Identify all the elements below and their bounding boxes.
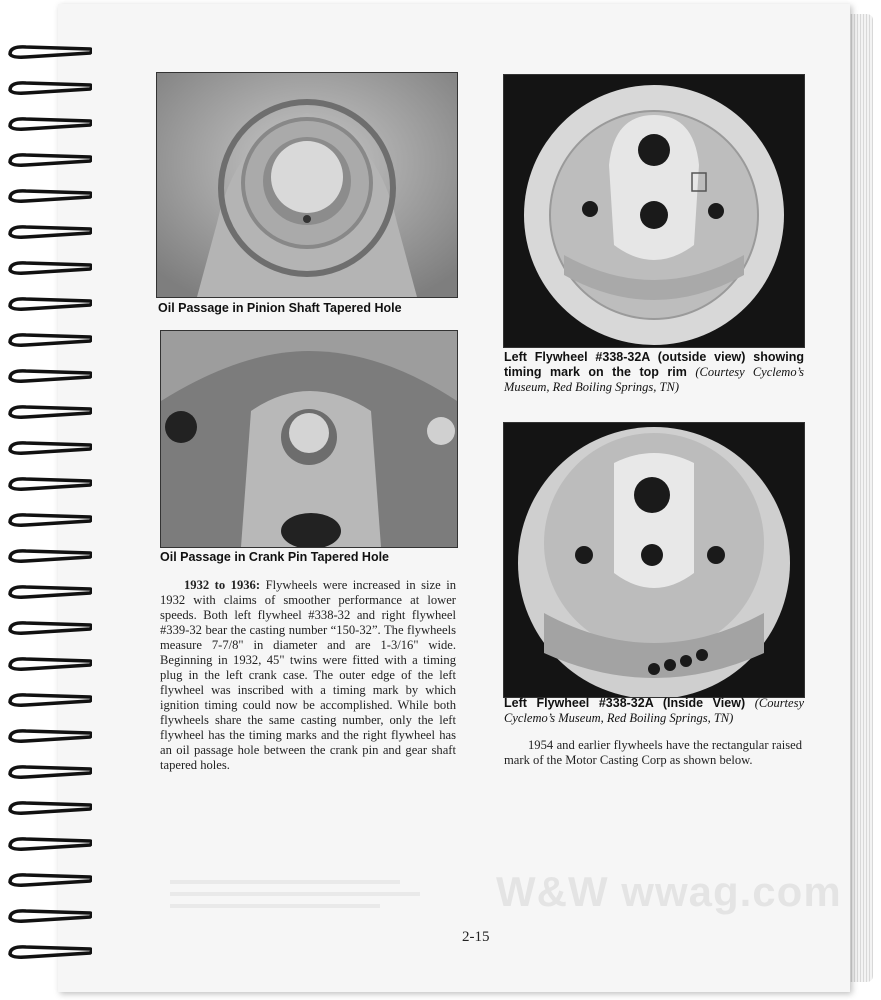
caption-crank-pin: Oil Passage in Crank Pin Tapered Hole (160, 550, 390, 564)
spiral-coil (6, 654, 92, 672)
spiral-coil (6, 870, 92, 888)
spiral-coil (6, 186, 92, 204)
spiral-coil (6, 726, 92, 744)
spiral-coil (6, 510, 92, 528)
spiral-coil (6, 438, 92, 456)
caption-pinion-shaft: Oil Passage in Pinion Shaft Tapered Hole (158, 301, 402, 315)
photo-flywheel-inside-view (503, 422, 805, 698)
spiral-coil (6, 150, 92, 168)
bleed-through-line (170, 880, 400, 884)
spiral-coil (6, 114, 92, 132)
caption-flywheel-outside (504, 350, 804, 395)
caption-flywheel-outside-credit: (Courtesy Cyclemo’s Museum, Red Boiling Springs, TN) (504, 365, 804, 394)
watermark-logo: W&W wwag.com (496, 868, 842, 915)
spiral-coil (6, 222, 92, 240)
spiral-coil (6, 546, 92, 564)
photo-flywheel-outside-view (503, 74, 805, 348)
paragraph-lead: 1932 to 1936: (184, 578, 261, 592)
spiral-coil (6, 294, 92, 312)
page-number: 2-15 (462, 929, 490, 945)
caption-flywheel-inside (504, 696, 804, 726)
spiral-coil (6, 618, 92, 636)
spiral-coil (6, 330, 92, 348)
bleed-through-line (170, 904, 380, 908)
spiral-binding (0, 0, 100, 1000)
photo-pinion-shaft-hole (156, 72, 458, 298)
spiral-coil (6, 906, 92, 924)
caption-flywheel-inside-credit: (Courtesy Cyclemo’s Museum, Red Boiling Springs, TN) (504, 696, 804, 725)
caption-flywheel-outside-title: Left Flywheel #338-32A (outside view) showing timing mark on the top rim (504, 350, 804, 379)
spiral-coil (6, 258, 92, 276)
spiral-coil (6, 942, 92, 960)
caption-flywheel-inside-title: Left Flywheel #338-32A (Inside View) (504, 696, 746, 710)
bleed-through-line (170, 892, 420, 896)
spiral-coil (6, 582, 92, 600)
spiral-coil (6, 78, 92, 96)
spiral-coil (6, 690, 92, 708)
photo-crank-pin-hole (160, 330, 458, 548)
spiral-coil (6, 762, 92, 780)
casting-mark-paragraph: 1954 and earlier flywheels have the rectangular raised mark of the Motor Casting Corp as shown below. (504, 738, 802, 767)
paragraph-body: Flywheels were increased in size in 1932 with claims of smoother performance at lower speeds. Both left flywheel #338-32 and right flywheel #339-32 bear the casting number “150-32”. The flywheels measure 7-7/8" in diameter and are 1-3/16" wide. Beginning in 1932, 45" twins were fitted with a timing plug in the left crank case. The outer edge of the left flywheel was inscribed with a timing mark by which ignition timing could now be accomplished. While both flywheels share the same casting number, only the left flywheel has the timing marks and the right flywheel has an oil passage hole between the crank pin and gear shaft tapered holes. (160, 578, 456, 772)
spiral-coil (6, 474, 92, 492)
spiral-coil (6, 834, 92, 852)
spiral-coil (6, 366, 92, 384)
spiral-coil (6, 798, 92, 816)
spiral-coil (6, 402, 92, 420)
flywheel-history-paragraph (160, 578, 456, 773)
spiral-coil (6, 42, 92, 60)
